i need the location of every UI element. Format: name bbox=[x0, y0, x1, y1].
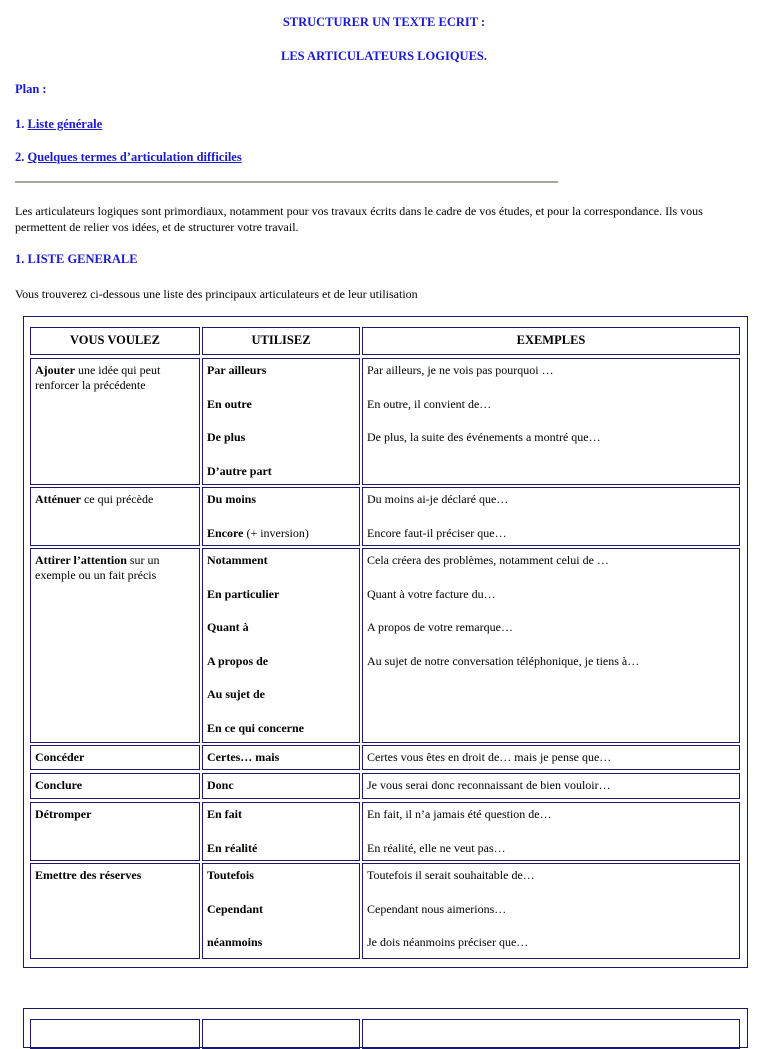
articulator-term-text: Quant à bbox=[207, 620, 249, 634]
plan-item-2-num: 2. bbox=[15, 150, 25, 164]
table-cell-use bbox=[202, 773, 360, 799]
example-sentence: Je dois néanmoins préciser que… bbox=[367, 935, 529, 949]
intro-paragraph: Les articulateurs logiques sont primordiaux, notamment pour vos travaux écrits dans le cadre de vos études, et pour la correspondance. Ils vous permettent de relier vos idées, et de structurer votre travail. bbox=[15, 204, 703, 234]
articulator-term bbox=[207, 807, 242, 822]
articulator-term-text: En ce qui concerne bbox=[207, 720, 304, 735]
table-cell-want bbox=[30, 745, 200, 770]
articulator-term bbox=[207, 430, 245, 445]
articulator-term-text: De plus bbox=[207, 430, 246, 444]
example-sentence: A propos de votre remarque… bbox=[367, 620, 513, 634]
example-sentence: Par ailleurs, je ne vois pas pourquoi … bbox=[367, 363, 554, 377]
want-keyword: Conclure bbox=[35, 778, 83, 792]
want-keyword: Concéder bbox=[35, 750, 85, 764]
table-cell-want bbox=[30, 802, 200, 861]
table-cell-use bbox=[202, 802, 360, 861]
articulator-term-text: En outre bbox=[207, 396, 252, 411]
example-sentence: Toutefois il serait souhaitable de… bbox=[367, 868, 535, 882]
want-keyword: Ajouter bbox=[35, 363, 75, 377]
articulator-term bbox=[207, 654, 268, 669]
articulator-term-text: Cependant bbox=[207, 901, 264, 916]
horizontal-rule bbox=[15, 181, 558, 183]
table-cell-example bbox=[362, 773, 740, 799]
table-header-cell: VOUS VOULEZ bbox=[30, 327, 200, 355]
articulator-term-text: Notamment bbox=[207, 553, 268, 567]
example-sentence: Du moins ai-je déclaré que… bbox=[367, 492, 509, 506]
articulator-term bbox=[207, 935, 262, 950]
articulator-term-text: Au sujet de bbox=[207, 687, 266, 701]
want-description: ce qui précède bbox=[80, 492, 154, 506]
articulator-term bbox=[207, 902, 263, 917]
articulator-term-text: Encore bbox=[207, 525, 244, 540]
page-title: STRUCTURER UN TEXTE ECRIT : bbox=[282, 15, 486, 29]
plan-item-1-num: 1. bbox=[15, 117, 25, 131]
example-sentence: Au sujet de notre conversation téléphonique, je tiens à… bbox=[367, 653, 640, 668]
want-keyword: Atténuer bbox=[35, 492, 81, 506]
want-description: une idée qui peut renforcer la précédente bbox=[35, 363, 161, 392]
want-keyword: Attirer l’attention bbox=[35, 553, 127, 567]
table-cell-use bbox=[202, 745, 360, 770]
articulator-term-text: Certes… mais bbox=[207, 750, 280, 764]
want-keyword: Emettre des réserves bbox=[35, 868, 142, 882]
plan-label: Plan : bbox=[15, 82, 47, 96]
plan-item-2[interactable] bbox=[15, 150, 242, 165]
section-1-text: Vous trouverez ci-dessous une liste des principaux articulateurs et de leur utilisation bbox=[15, 287, 418, 301]
table-cell-use bbox=[202, 487, 360, 546]
table-cell-want bbox=[30, 863, 200, 959]
table-cell-example bbox=[362, 358, 740, 485]
articulator-term-note: (+ inversion) bbox=[243, 525, 309, 540]
plan-item-1-link[interactable]: Liste générale bbox=[27, 117, 103, 131]
table-header-cell: UTILISEZ bbox=[202, 327, 360, 355]
articulator-term bbox=[207, 492, 256, 507]
example-sentence: En outre, il convient de… bbox=[367, 396, 492, 411]
example-sentence: De plus, la suite des événements a montré que… bbox=[367, 430, 601, 444]
articulator-term bbox=[207, 464, 272, 479]
articulator-term bbox=[207, 868, 254, 883]
table-cell-use bbox=[202, 548, 360, 743]
articulator-term-text: néanmoins bbox=[207, 935, 263, 949]
articulator-term-text: Par ailleurs bbox=[207, 363, 267, 377]
want-description: sur un exemple ou un fait précis bbox=[35, 553, 160, 582]
example-sentence: Cependant nous aimerions… bbox=[367, 901, 507, 916]
articulator-term-text: A propos de bbox=[207, 653, 269, 668]
plan-item-1[interactable] bbox=[15, 117, 102, 132]
want-keyword: Détromper bbox=[35, 807, 92, 821]
articulator-term bbox=[207, 587, 279, 602]
plan-item-2-link[interactable]: Quelques termes d’articulation difficiles bbox=[27, 150, 242, 164]
section-1-heading: 1. LISTE GENERALE bbox=[15, 252, 138, 266]
table-cell-example bbox=[362, 863, 740, 959]
page-subtitle: LES ARTICULATEURS LOGIQUES. bbox=[281, 49, 487, 63]
example-sentence: En réalité, elle ne veut pas… bbox=[367, 840, 506, 855]
articulator-term bbox=[207, 397, 252, 412]
articulator-term bbox=[207, 750, 279, 765]
articulators-table bbox=[23, 316, 748, 968]
articulator-term bbox=[207, 363, 266, 378]
table-cell-want bbox=[30, 773, 200, 799]
articulator-term-text: Toutefois bbox=[207, 868, 254, 882]
table-cell-use bbox=[202, 358, 360, 485]
example-sentence: Je vous serai donc reconnaissant de bien vouloir… bbox=[367, 778, 611, 792]
table-cell-example bbox=[362, 487, 740, 546]
articulator-term bbox=[207, 687, 265, 702]
articulator-term bbox=[207, 620, 249, 635]
articulator-term-text: D’autre part bbox=[207, 463, 272, 478]
articulator-term bbox=[207, 721, 304, 736]
articulator-term bbox=[207, 553, 268, 568]
example-sentence: Encore faut-il préciser que… bbox=[367, 525, 507, 540]
table-cell-example bbox=[362, 548, 740, 743]
example-sentence: Quant à votre facture du… bbox=[367, 586, 496, 601]
table-cell-want bbox=[30, 487, 200, 546]
articulator-term bbox=[207, 526, 309, 541]
articulator-term-text: En réalité bbox=[207, 840, 258, 855]
example-sentence: En fait, il n’a jamais été question de… bbox=[367, 807, 552, 821]
table-header-cell: EXEMPLES bbox=[362, 327, 740, 355]
articulator-term-text: Donc bbox=[207, 778, 234, 792]
table-cell-use bbox=[202, 863, 360, 959]
example-sentence: Cela créera des problèmes, notamment celui de … bbox=[367, 553, 609, 567]
articulator-term bbox=[207, 778, 234, 793]
articulator-term-text: En particulier bbox=[207, 586, 280, 601]
table-cell-want bbox=[30, 358, 200, 485]
articulator-term-text: En fait bbox=[207, 807, 243, 821]
table-cell-example bbox=[362, 802, 740, 861]
second-table bbox=[23, 1008, 748, 1048]
table-cell-want bbox=[30, 548, 200, 743]
example-sentence: Certes vous êtes en droit de… mais je pense que… bbox=[367, 750, 612, 764]
table-cell-example bbox=[362, 745, 740, 770]
articulator-term-text: Du moins bbox=[207, 492, 257, 506]
articulator-term bbox=[207, 841, 257, 856]
